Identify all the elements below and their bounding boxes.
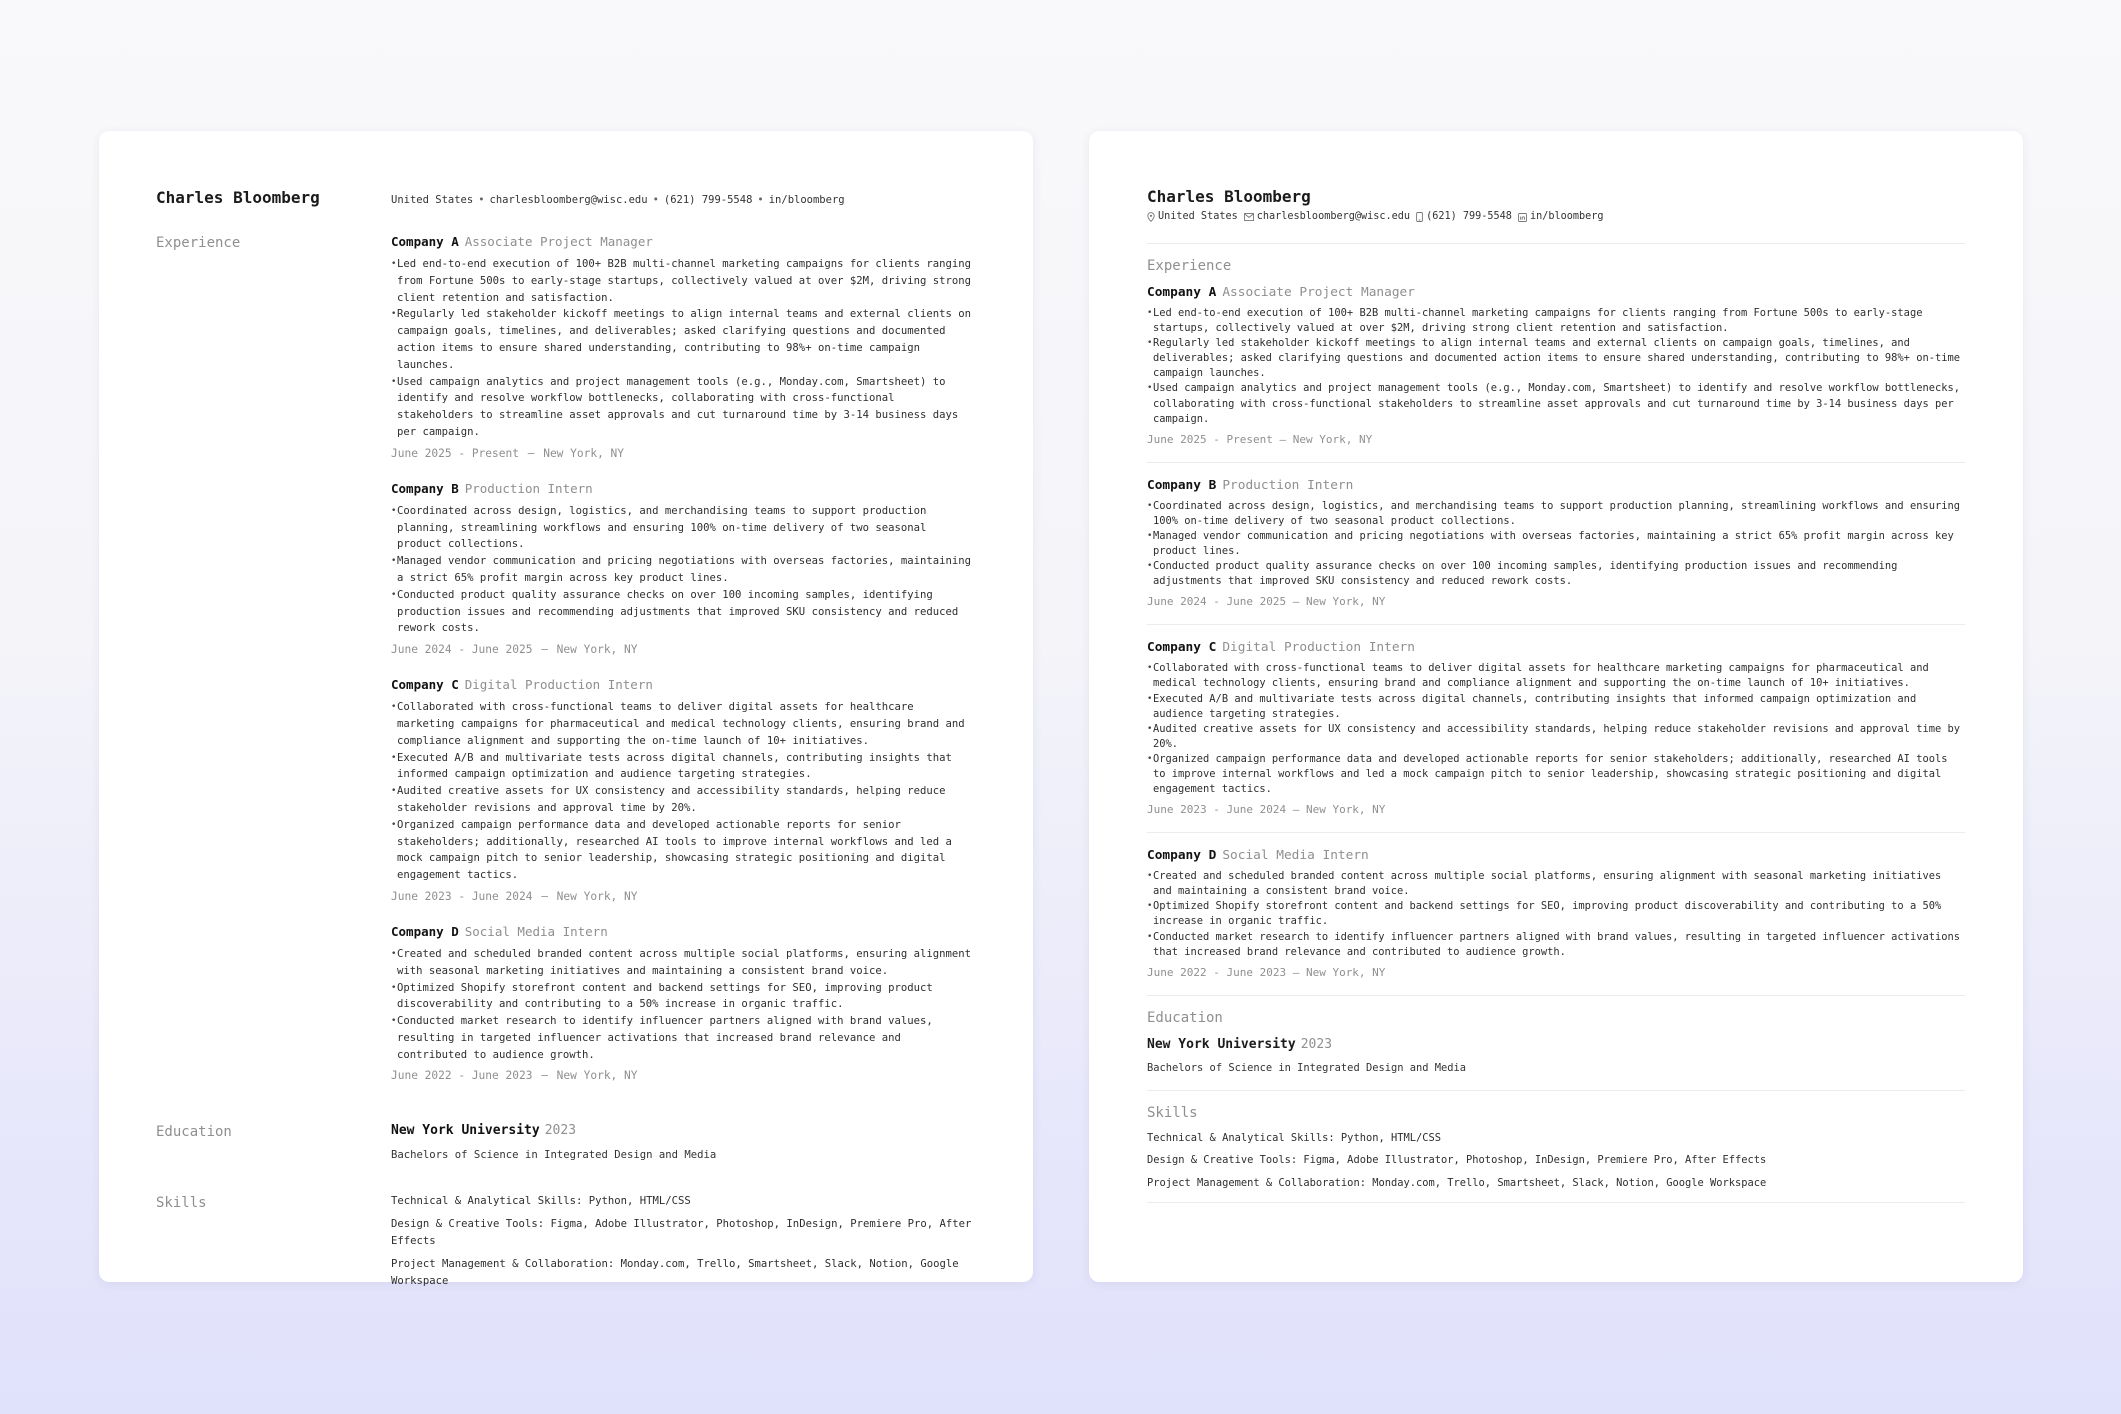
job-role: Social Media Intern xyxy=(1222,848,1369,864)
skills-section xyxy=(156,1193,976,1295)
linkedin-icon xyxy=(1518,213,1527,222)
job-role: Social Media Intern xyxy=(464,923,608,939)
job-dates-location: June 2023 - June 2024 – New York, NY xyxy=(1147,803,1386,817)
contact-line xyxy=(1147,209,1965,225)
job-bullet: • Collaborated with cross-functional teams to deliver digital assets for healthcare marketing campaigns for pharmaceutical and medical technology clients, ensuring brand and compliance alignment and supporting the on-time launch of 10+ initiatives. xyxy=(391,699,976,749)
contact-line: United States • charlesbloomberg@wisc.edu • (621) 799-5548 • in/bloomberg xyxy=(391,194,845,206)
job-role: Digital Production Intern xyxy=(464,677,653,693)
job-bullet: • Optimized Shopify storefront content and backend settings for SEO, improving product discoverability and contributing to a 50% increase in organic traffic. xyxy=(1147,899,1965,929)
job-company: Company B xyxy=(391,480,459,496)
job-bullet: • Audited creative assets for UX consistency and accessibility standards, helping reduce stakeholder revisions and approval time by 20%. xyxy=(391,783,976,817)
phone-icon xyxy=(1416,212,1423,222)
resume-header xyxy=(156,187,976,211)
skill-line: Design & Creative Tools: Figma, Adobe Illustrator, Photoshop, InDesign, Premiere Pro, After Effects xyxy=(1147,1154,1767,1167)
job-entry xyxy=(391,233,976,462)
divider xyxy=(1147,1202,1965,1203)
job-bullets xyxy=(1147,661,1965,797)
job-company: Company D xyxy=(391,923,459,939)
job-bullet: • Conducted market research to identify influencer partners aligned with brand values, resulting in targeted influencer activations that increased brand relevance and contributed to audience growth. xyxy=(1147,930,1965,960)
job-role: Associate Project Manager xyxy=(1222,285,1415,300)
school-line xyxy=(391,1122,976,1140)
contact-location-item xyxy=(1147,209,1238,225)
graduation-year: 2023 xyxy=(1300,1036,1333,1052)
job-bullet: • Led end-to-end execution of 100+ B2B multi-channel marketing campaigns for clients ranging from Fortune 500s to early-stage startups, collectively valued at over $2M, driving strong client retention and satisfaction. xyxy=(1147,306,1965,336)
job-entry xyxy=(391,923,976,1085)
job-bullet: • Regularly led stakeholder kickoff meetings to align internal teams and external clients on campaign goals, timelines, and deliverables; asked clarifying questions and documented action items to ensure shared understanding, contributing to 98%+ on-time campaign launches. xyxy=(1147,336,1965,381)
job-bullet: • Created and scheduled branded content across multiple social platforms, ensuring alignment with seasonal marketing initiatives and maintaining a consistent brand voice. xyxy=(391,946,976,980)
job-entry xyxy=(1147,625,1965,832)
job-bullet: • Conducted product quality assurance checks on over 100 incoming samples, identifying production issues and recommending adjustments that improved SKU consistency and reduced rework costs. xyxy=(391,587,976,637)
job-company: Company B xyxy=(1147,477,1217,493)
candidate-name: Charles Bloomberg xyxy=(1147,187,1311,206)
job-company: Company C xyxy=(391,677,459,693)
job-bullet: • Organized campaign performance data and developed actionable reports for senior stakeholders; additionally, researched AI tools to improve internal workflows and led a mock campaign pitch to senior leadership, showcasing strategic positioning and digital engagement tactics. xyxy=(1147,752,1965,797)
graduation-year: 2023 xyxy=(544,1123,577,1139)
contact-phone: (621) 799-5548 xyxy=(663,194,753,206)
job-dates-location: June 2022 - June 2023 – New York, NY xyxy=(391,1069,638,1083)
skill-line: Project Management & Collaboration: Monday.com, Trello, Smartsheet, Slack, Notion, Google Workspace xyxy=(1147,1176,1767,1189)
job-bullet: • Coordinated across design, logistics, and merchandising teams to support production planning, streamlining workflows and ensuring 100% on-time delivery of two seasonal product collections. xyxy=(391,503,976,553)
job-entry xyxy=(1147,463,1965,625)
education-heading: Education xyxy=(156,1124,232,1141)
job-dates-location: June 2025 - Present – New York, NY xyxy=(391,446,625,460)
job-entry xyxy=(1147,833,1965,995)
job-bullet: • Created and scheduled branded content across multiple social platforms, ensuring alignment with seasonal marketing initiatives and maintaining a consistent brand voice. xyxy=(1147,869,1965,899)
contact-phone: (621) 799-5548 xyxy=(1426,211,1512,222)
school-line xyxy=(1147,1036,1965,1054)
job-role: Associate Project Manager xyxy=(464,234,653,249)
job-bullets xyxy=(1147,499,1965,590)
resume-page-single-column xyxy=(1089,131,2023,1282)
skills-heading: Skills xyxy=(156,1195,207,1212)
education-section xyxy=(1147,996,1965,1090)
job-bullet: • Optimized Shopify storefront content and backend settings for SEO, improving product discoverability and contributing to a 50% increase in organic traffic. xyxy=(391,980,976,1014)
job-bullet: • Used campaign analytics and project management tools (e.g., Monday.com, Smartsheet) to identify and resolve workflow bottlenecks, collaborating with cross-functional stakeholders to streamline asset approvals and cut turnaround time by 3-14 business days per campaign. xyxy=(391,374,976,441)
job-entry xyxy=(391,480,976,658)
education-section xyxy=(156,1122,976,1163)
divider xyxy=(1147,243,1965,244)
job-bullets xyxy=(1147,306,1965,427)
candidate-name: Charles Bloomberg xyxy=(156,188,320,207)
contact-linkedin-item[interactable] xyxy=(1518,209,1604,225)
job-role: Production Intern xyxy=(1222,477,1354,493)
job-entry xyxy=(391,676,976,905)
job-bullet: • Managed vendor communication and pricing negotiations with overseas factories, maintaining a strict 65% profit margin across key product lines. xyxy=(1147,529,1965,559)
job-bullet: • Executed A/B and multivariate tests across digital channels, contributing insights that informed campaign optimization and audience targeting strategies. xyxy=(1147,692,1965,722)
job-bullet: • Regularly led stakeholder kickoff meetings to align internal teams and external clients on campaign goals, timelines, and deliverables; asked clarifying questions and documented action items to ensure shared understanding, contributing to 98%+ on-time campaign launches. xyxy=(391,306,976,373)
job-company: Company D xyxy=(1147,848,1217,864)
contact-location: United States xyxy=(391,194,474,206)
school-name: New York University xyxy=(1147,1036,1296,1052)
skill-line: Design & Creative Tools: Figma, Adobe Illustrator, Photoshop, InDesign, Premiere Pro, After Effects xyxy=(391,1218,972,1248)
job-bullet: • Executed A/B and multivariate tests across digital channels, contributing insights that informed campaign optimization and audience targeting strategies. xyxy=(391,750,976,784)
experience-list xyxy=(391,233,976,1102)
job-role: Digital Production Intern xyxy=(1222,640,1415,656)
job-bullet: • Collaborated with cross-functional teams to deliver digital assets for healthcare marketing campaigns for pharmaceutical and medical technology clients, ensuring brand and compliance alignment and supporting the on-time launch of 10+ initiatives. xyxy=(1147,661,1965,691)
contact-email-item[interactable] xyxy=(1244,209,1410,225)
mail-icon xyxy=(1244,213,1254,221)
job-dates-location: June 2023 - June 2024 – New York, NY xyxy=(391,889,638,903)
skill-line: Technical & Analytical Skills: Python, HTML/CSS xyxy=(391,1195,691,1208)
experience-section xyxy=(156,233,976,1102)
job-dates-location: June 2024 - June 2025 – New York, NY xyxy=(391,643,638,657)
job-bullets xyxy=(1147,869,1965,960)
resume-header xyxy=(1147,187,1965,243)
contact-location: United States xyxy=(1158,211,1238,222)
experience-heading: Experience xyxy=(1147,258,1232,274)
school-name: New York University xyxy=(391,1123,540,1139)
experience-heading: Experience xyxy=(156,235,241,251)
job-dates-location: June 2024 - June 2025 – New York, NY xyxy=(1147,595,1386,609)
job-bullet: • Coordinated across design, logistics, and merchandising teams to support production planning, streamlining workflows and ensuring 100% on-time delivery of two seasonal product collections. xyxy=(1147,499,1965,529)
degree: Bachelors of Science in Integrated Design and Media xyxy=(391,1149,717,1162)
job-company: Company A xyxy=(391,234,459,249)
skills-heading: Skills xyxy=(1147,1104,1198,1121)
contact-phone-item xyxy=(1416,209,1512,225)
job-bullets xyxy=(391,503,976,637)
job-bullet: • Organized campaign performance data and developed actionable reports for senior stakeholders; additionally, researched AI tools to improve internal workflows and led a mock campaign pitch to senior leadership, showcasing strategic positioning and digital engagement tactics. xyxy=(391,817,976,884)
contact-email[interactable]: charlesbloomberg@wisc.edu xyxy=(489,194,648,206)
job-company: Company A xyxy=(1147,285,1217,300)
location-pin-icon xyxy=(1147,212,1155,222)
job-bullet: • Managed vendor communication and pricing negotiations with overseas factories, maintaining a strict 65% profit margin across key product lines. xyxy=(391,553,976,587)
job-entry xyxy=(1147,284,1965,462)
skills-section xyxy=(1147,1091,1965,1203)
contact-linkedin[interactable]: in/bloomberg xyxy=(1529,211,1604,222)
job-bullet: • Conducted market research to identify influencer partners aligned with brand values, resulting in targeted influencer activations that increased brand relevance and contributed to audience growth. xyxy=(391,1013,976,1063)
contact-email[interactable]: charlesbloomberg@wisc.edu xyxy=(1256,211,1411,222)
job-company: Company C xyxy=(1147,640,1217,656)
job-dates-location: June 2022 - June 2023 – New York, NY xyxy=(1147,965,1386,979)
job-bullet: • Led end-to-end execution of 100+ B2B multi-channel marketing campaigns for clients ranging from Fortune 500s to early-stage startups, collectively valued at over $2M, driving strong client retention and satisfaction. xyxy=(391,256,976,306)
job-dates-location: June 2025 - Present – New York, NY xyxy=(1147,432,1373,446)
contact-linkedin[interactable]: in/bloomberg xyxy=(768,194,845,206)
degree: Bachelors of Science in Integrated Design and Media xyxy=(1147,1061,1467,1074)
skill-line: Project Management & Collaboration: Monday.com, Trello, Smartsheet, Slack, Notion, Google Workspace xyxy=(391,1257,959,1287)
job-bullets xyxy=(391,256,976,441)
education-heading: Education xyxy=(1147,1009,1223,1026)
resume-page-two-column xyxy=(99,131,1033,1287)
skill-line: Technical & Analytical Skills: Python, HTML/CSS xyxy=(1147,1131,1442,1144)
job-bullet: • Used campaign analytics and project management tools (e.g., Monday.com, Smartsheet) to identify and resolve workflow bottlenecks, collaborating with cross-functional stakeholders to streamline asset approvals and cut turnaround time by 3-14 business days per campaign. xyxy=(1147,381,1965,426)
job-role: Production Intern xyxy=(464,480,593,496)
job-bullet: • Audited creative assets for UX consistency and accessibility standards, helping reduce stakeholder revisions and approval time by 20%. xyxy=(1147,722,1965,752)
job-bullets xyxy=(391,699,976,884)
job-bullet: • Conducted product quality assurance checks on over 100 incoming samples, identifying production issues and recommending adjustments that improved SKU consistency and reduced rework costs. xyxy=(1147,559,1965,589)
job-bullets xyxy=(391,946,976,1064)
